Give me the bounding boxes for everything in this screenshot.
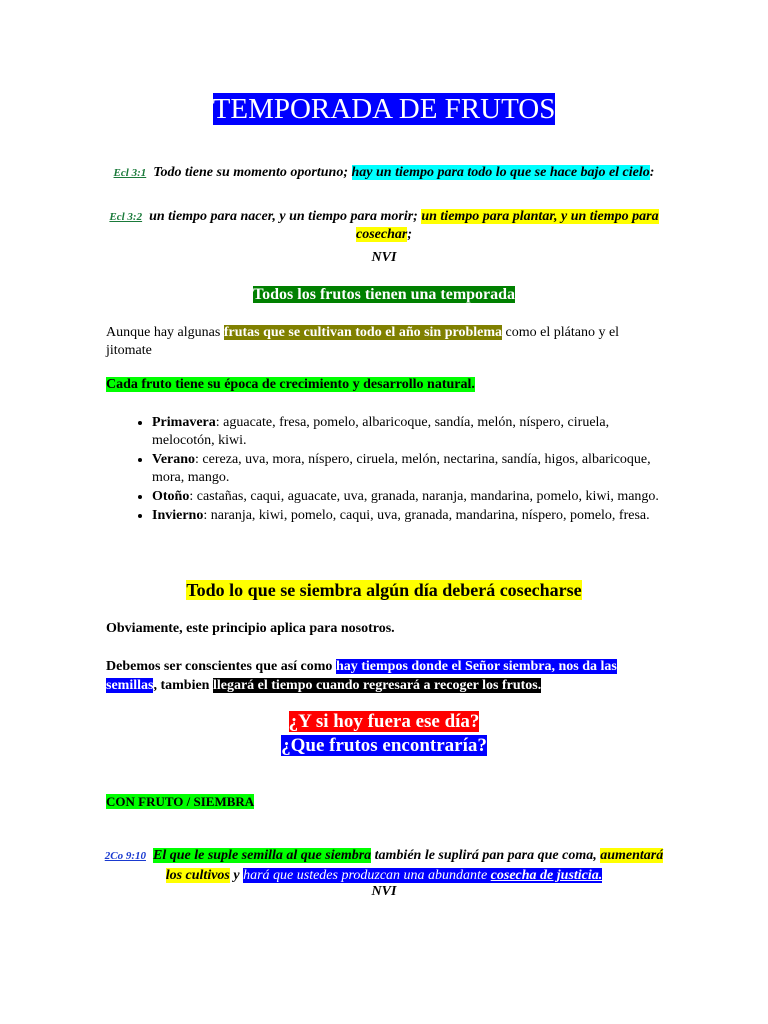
verse-reference-link[interactable]: 2Co 9:10 xyxy=(104,850,146,862)
paragraph-highlight: frutas que se cultivan todo el año sin problema xyxy=(223,325,503,340)
list-item xyxy=(152,414,666,450)
verse-highlight: cosecha de justicia. xyxy=(490,868,603,883)
title-text: TEMPORADA DE FRUTOS xyxy=(212,93,556,125)
verse-text: también le suplirá pan para que coma, xyxy=(371,848,597,863)
question-two xyxy=(0,734,768,758)
list-item xyxy=(152,451,666,487)
verse-highlight: El que le suple semilla al que siembra xyxy=(152,848,372,863)
season-list xyxy=(106,414,666,526)
label-con-fruto xyxy=(106,794,666,810)
verse-punct: : xyxy=(649,165,655,180)
season-fruits: : aguacate, fresa, pomelo, albaricoque, sandía, melón, níspero, ciruela, melocotón, kiwi. xyxy=(152,415,610,448)
verse-reference-link[interactable]: Ecl 3:1 xyxy=(113,167,147,179)
verse-text: y xyxy=(229,868,244,883)
season-fruits: : castañas, caqui, aguacate, uva, granada, naranja, mandarina, pomelo, kiwi, mango. xyxy=(189,489,659,504)
paragraph-cada-fruto xyxy=(106,377,666,393)
season-name: Otoño xyxy=(152,489,190,504)
verse-text: un tiempo para nacer, y un tiempo para morir; xyxy=(149,209,418,224)
season-name: Verano xyxy=(152,452,196,467)
label-text: CON FRUTO / SIEMBRA xyxy=(106,794,255,809)
verse-punct: ; xyxy=(407,227,412,242)
paragraph-highlight: llegará el tiempo cuando regresará a recoger los frutos. xyxy=(212,678,542,693)
section-heading-temporada xyxy=(0,286,768,304)
verse-ecl-3-1 xyxy=(100,164,668,182)
heading-text: Todos los frutos tienen una temporada xyxy=(252,286,516,303)
paragraph-highlight: hay tiempos donde el Señor siembra, nos da las semillas xyxy=(106,659,617,693)
document-title xyxy=(0,92,768,126)
verse-highlight: aumentará los cultivos xyxy=(165,848,664,883)
season-fruits: : naranja, kiwi, pomelo, caqui, uva, granada, mandarina, níspero, pomelo, fresa. xyxy=(203,508,650,523)
version-label: NVI xyxy=(371,884,397,899)
version-label: NVI xyxy=(371,250,397,265)
verse-highlight: hay un tiempo para todo lo que se hace bajo el cielo xyxy=(351,165,650,180)
question-text: ¿Y si hoy fuera ese día? xyxy=(288,711,480,732)
section-heading-siembra xyxy=(0,580,768,601)
season-name: Invierno xyxy=(152,508,204,523)
verse-ecl-3-2 xyxy=(100,208,668,244)
paragraph-text: Debemos ser conscientes que así como xyxy=(106,659,336,674)
list-item xyxy=(152,507,666,525)
season-fruits: : cereza, uva, mora, níspero, ciruela, melón, nectarina, sandía, higos, albaricoque, mora, mango. xyxy=(152,452,651,485)
paragraph-obviamente: Obviamente, este principio aplica para nosotros. xyxy=(106,621,395,636)
question-text: ¿Que frutos encontraría? xyxy=(281,735,487,756)
verse-highlight: hará que ustedes produzcan una abundante xyxy=(243,868,491,883)
verse-2co-9-10 xyxy=(100,846,668,885)
season-name: Primavera xyxy=(152,415,216,430)
heading-text: Todo lo que se siembra algún día deberá cosecharse xyxy=(186,580,582,600)
verse-highlight: un tiempo para plantar, y un tiempo para cosechar xyxy=(356,209,659,242)
question-one xyxy=(0,710,768,734)
paragraph-highlight: Cada fruto tiene su época de crecimiento y desarrollo natural. xyxy=(106,377,475,392)
paragraph-aunque xyxy=(106,324,666,360)
paragraph-text: , tambien xyxy=(153,678,213,693)
paragraph-text: como el plátano y el jitomate xyxy=(106,325,620,358)
list-item xyxy=(152,488,666,506)
verse-reference-link[interactable]: Ecl 3:2 xyxy=(109,211,143,223)
paragraph-text: Aunque hay algunas xyxy=(106,325,221,340)
verse-text: Todo tiene su momento oportuno; xyxy=(153,165,348,180)
paragraph-debemos xyxy=(106,657,666,695)
